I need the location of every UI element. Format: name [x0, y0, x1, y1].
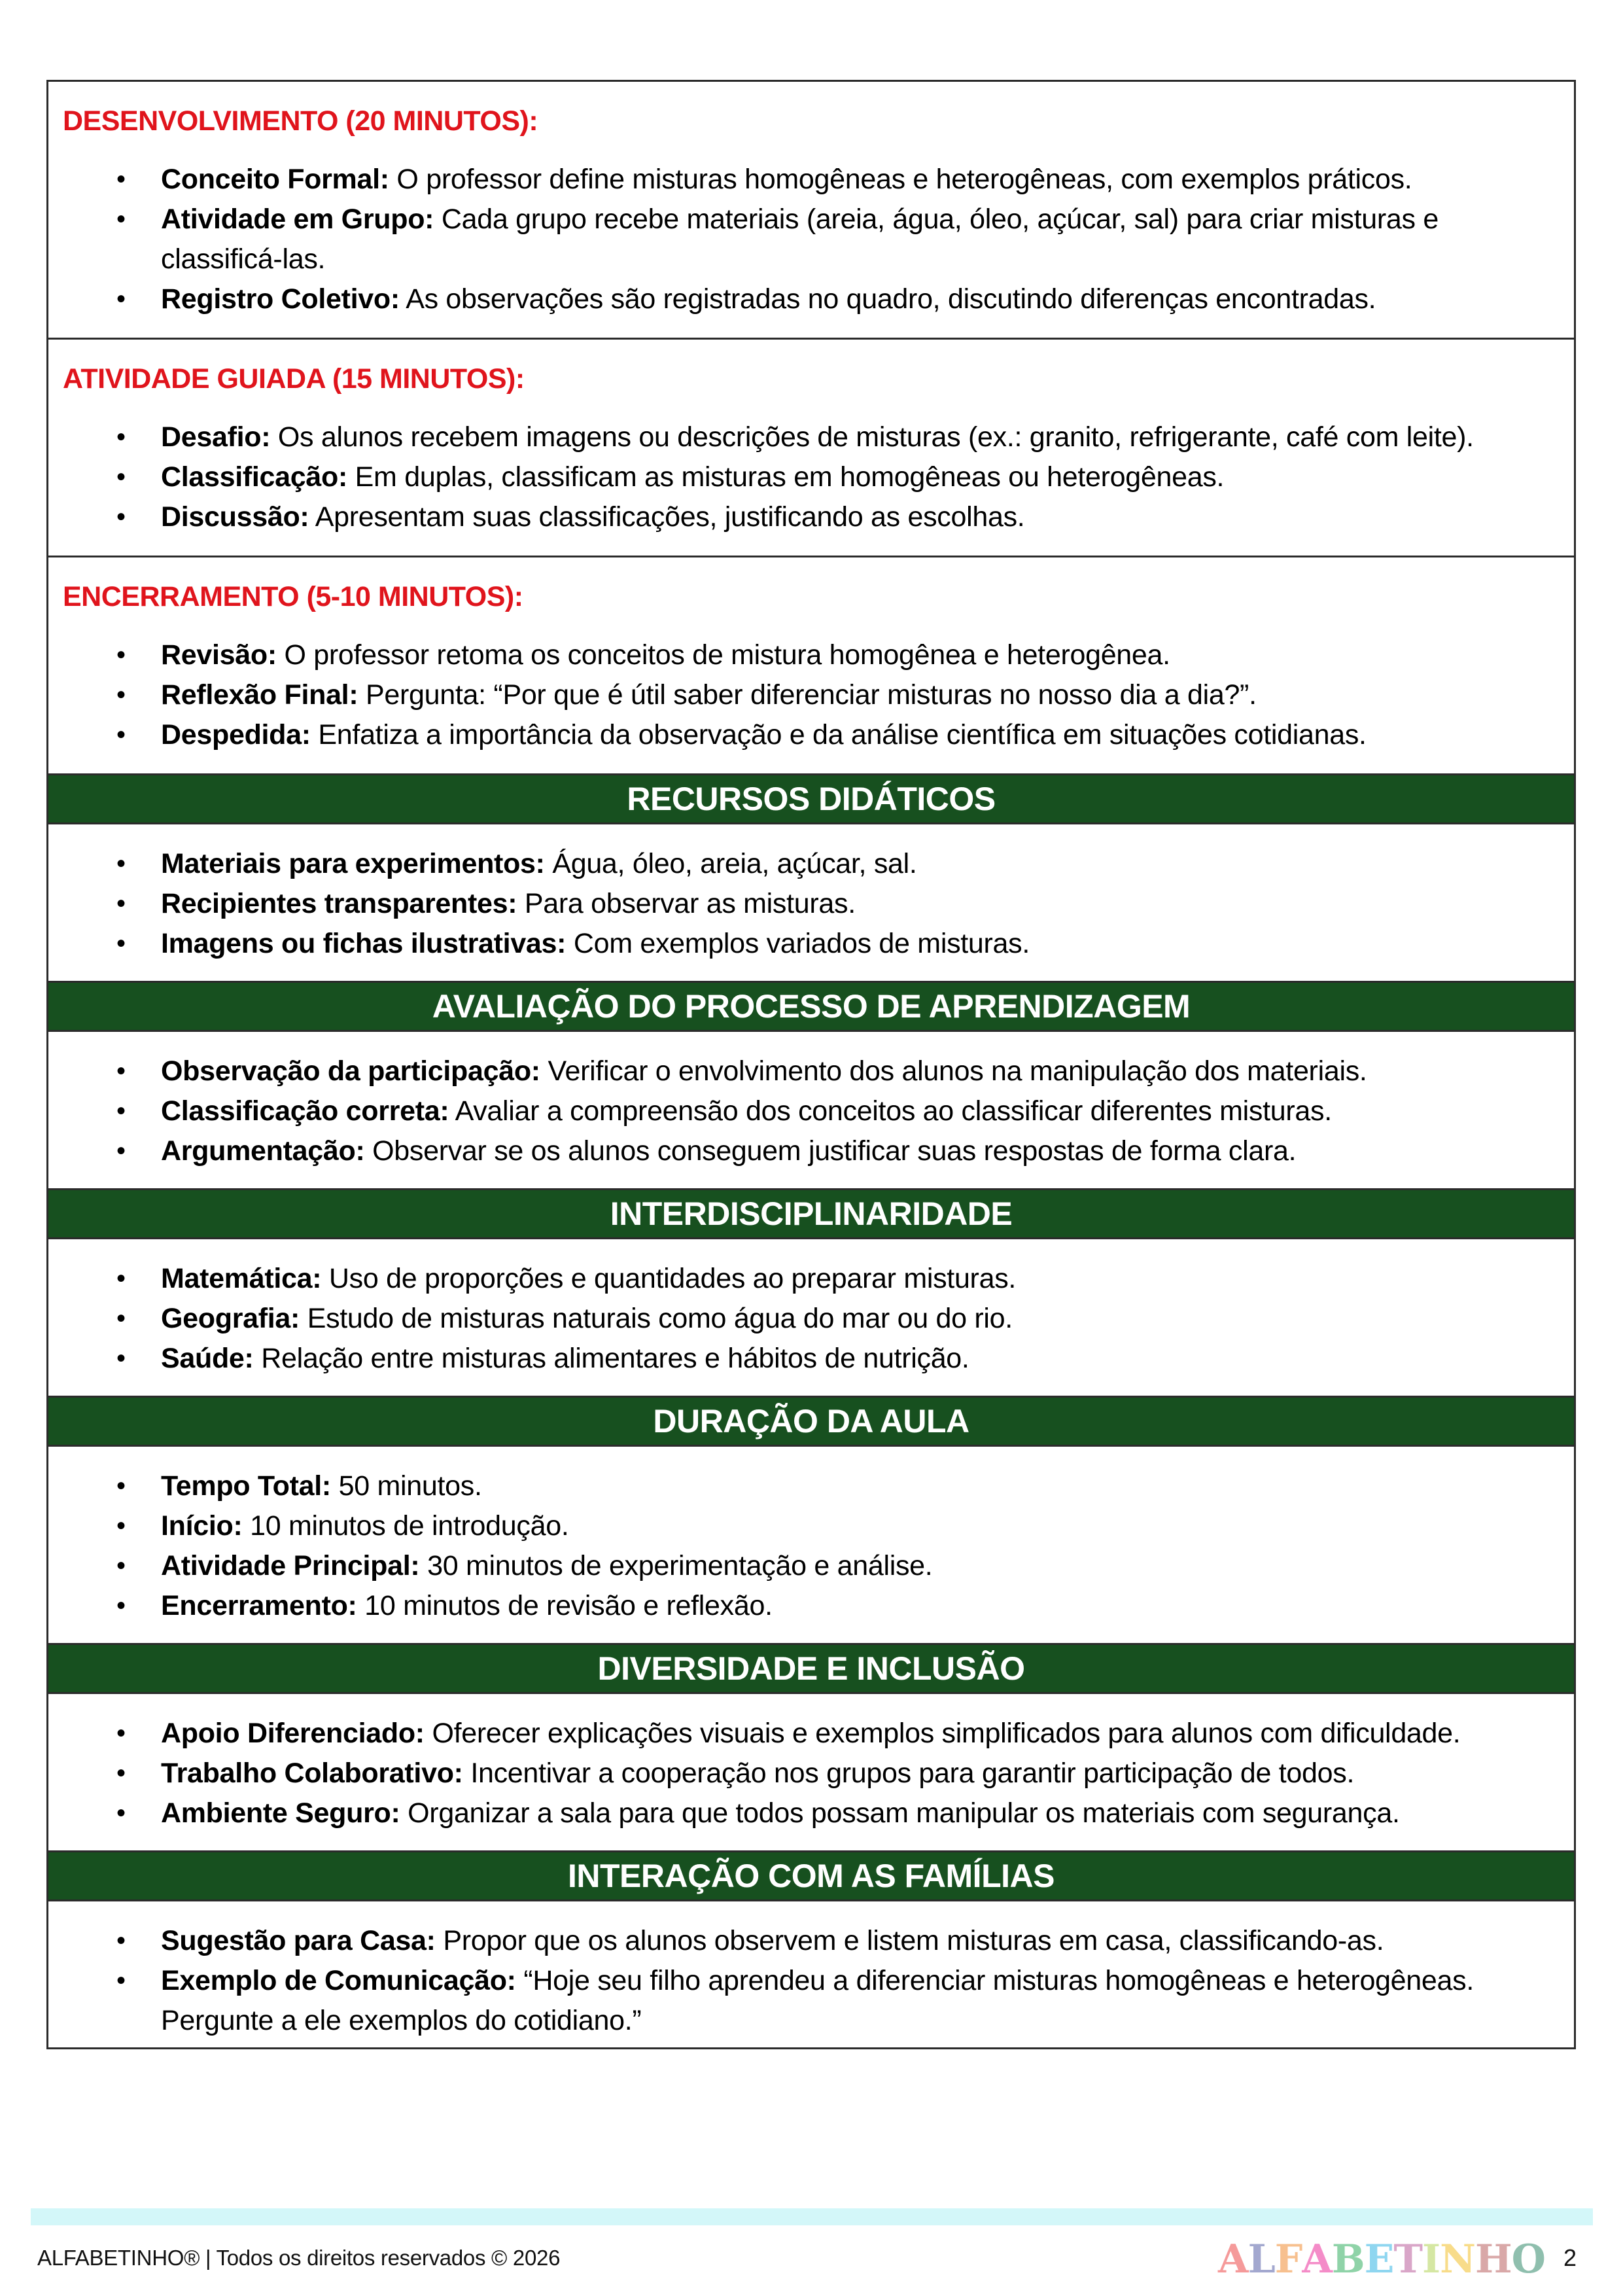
bullet-list — [63, 160, 1560, 319]
logo-letter: B — [1331, 2236, 1365, 2282]
list-item — [63, 417, 1560, 457]
item-label: Encerramento: — [161, 1590, 357, 1621]
bullet-list — [63, 1466, 1560, 1626]
bullet-icon: • — [116, 503, 126, 531]
bullet-icon: • — [116, 849, 126, 878]
bullet-icon: • — [116, 1966, 126, 1995]
item-label: Despedida: — [161, 719, 311, 751]
phase-title: DESENVOLVIMENTO (20 MINUTOS): — [63, 105, 538, 137]
bullet-icon: • — [116, 1137, 126, 1165]
list-item — [63, 1259, 1560, 1299]
item-label: Discussão: — [161, 501, 309, 533]
bullet-icon: • — [116, 205, 126, 234]
item-label: Recipientes transparentes: — [161, 888, 517, 919]
bullet-icon: • — [116, 1264, 126, 1293]
item-text: Estudo de misturas naturais como água do mar ou do rio. — [300, 1303, 1013, 1334]
bullet-list — [63, 635, 1560, 755]
list-item — [63, 844, 1560, 884]
item-text: Enfatiza a importância da observação e da análise científica em situações cotidianas. — [310, 719, 1367, 751]
item-text: 10 minutos de introdução. — [242, 1510, 569, 1542]
item-text: 50 minutos. — [330, 1470, 482, 1502]
item-label: Início: — [161, 1510, 243, 1542]
item-text: Apresentam suas classificações, justificando as escolhas. — [309, 501, 1025, 533]
section-body — [48, 1447, 1574, 1645]
logo-letter: A — [1302, 2236, 1332, 2282]
item-text: Com exemplos variados de misturas. — [566, 928, 1030, 959]
item-text: Incentivar a cooperação nos grupos para garantir participação de todos. — [462, 1757, 1355, 1789]
list-item — [63, 1546, 1560, 1586]
section-header: RECURSOS DIDÁTICOS — [48, 775, 1574, 824]
item-label: Geografia: — [161, 1303, 300, 1334]
item-text: Observar se os alunos conseguem justificar suas respostas de forma clara. — [364, 1135, 1297, 1167]
section-body — [48, 1239, 1574, 1398]
phase-block — [48, 82, 1574, 340]
footer-copyright: ALFABETINHO® | Todos os direitos reservados © 2026 — [37, 2246, 561, 2270]
section-body — [48, 1694, 1574, 1852]
item-label: Imagens ou fichas ilustrativas: — [161, 928, 567, 959]
item-label: Matemática: — [161, 1263, 322, 1294]
item-label: Classificação: — [161, 461, 348, 493]
item-label: Atividade em Grupo: — [161, 203, 434, 235]
item-text: O professor retoma os conceitos de mistura homogênea e heterogênea. — [276, 639, 1170, 671]
phase-title: ATIVIDADE GUIADA (15 MINUTOS): — [63, 363, 525, 395]
bullet-icon: • — [116, 1057, 126, 1086]
logo-letter: T — [1393, 2236, 1423, 2282]
bullet-list — [63, 1714, 1560, 1833]
item-text: Organizar a sala para que todos possam manipular os materiais com segurança. — [400, 1797, 1400, 1829]
item-label: Registro Coletivo: — [161, 283, 400, 315]
page-number: 2 — [1563, 2244, 1577, 2271]
list-item — [63, 279, 1560, 319]
section-header: DURAÇÃO DA AULA — [48, 1398, 1574, 1447]
bullet-icon: • — [116, 463, 126, 491]
section-body — [48, 1901, 1574, 2047]
item-text: As observações são registradas no quadro, discutindo diferenças encontradas. — [399, 283, 1376, 315]
list-item — [63, 200, 1560, 279]
item-text: “Hoje seu filho aprendeu a diferenciar misturas homogêneas e heterogêneas. Pergunte a ele exemplos do cotidiano.” — [161, 1965, 1474, 2036]
item-label: Exemplo de Comunicação: — [161, 1965, 516, 1996]
list-item — [63, 1754, 1560, 1793]
list-item — [63, 1961, 1560, 2041]
phase-title: ENCERRAMENTO (5-10 MINUTOS): — [63, 581, 523, 612]
sections-container — [48, 775, 1574, 2047]
list-item — [63, 1586, 1560, 1626]
logo-letter: N — [1440, 2236, 1475, 2282]
item-text: Os alunos recebem imagens ou descrições de misturas (ex.: granito, refrigerante, café com leite). — [270, 421, 1474, 453]
list-item — [63, 497, 1560, 537]
list-item — [63, 457, 1560, 497]
item-label: Classificação correta: — [161, 1095, 449, 1127]
bullet-list — [63, 417, 1560, 537]
list-item — [63, 1714, 1560, 1754]
item-text: Para observar as misturas. — [517, 888, 856, 919]
item-text: Pergunta: “Por que é útil saber diferenciar misturas no nosso dia a dia?”. — [358, 679, 1257, 711]
logo-letter: F — [1274, 2236, 1302, 2282]
phases-container — [48, 82, 1574, 775]
item-label: Conceito Formal: — [161, 164, 389, 195]
bullet-icon: • — [116, 165, 126, 194]
item-text: Avaliar a compreensão dos conceitos ao classificar diferentes misturas. — [449, 1095, 1332, 1127]
bullet-icon: • — [116, 641, 126, 669]
list-item — [63, 1091, 1560, 1131]
bullet-icon: • — [116, 889, 126, 918]
logo-letter: A — [1218, 2236, 1248, 2282]
list-item — [63, 1793, 1560, 1833]
item-text: O professor define misturas homogêneas e heterogêneas, com exemplos práticos. — [389, 164, 1412, 195]
item-label: Sugestão para Casa: — [161, 1925, 436, 1956]
section-body — [48, 824, 1574, 983]
list-item — [63, 1466, 1560, 1506]
item-text: Em duplas, classificam as misturas em homogêneas ou heterogêneas. — [347, 461, 1225, 493]
section-header: DIVERSIDADE E INCLUSÃO — [48, 1645, 1574, 1694]
bullet-icon: • — [116, 1344, 126, 1373]
section-header: AVALIAÇÃO DO PROCESSO DE APRENDIZAGEM — [48, 983, 1574, 1032]
list-item — [63, 715, 1560, 755]
bullet-list — [63, 1921, 1560, 2041]
item-label: Desafio: — [161, 421, 271, 453]
item-text: 30 minutos de experimentação e análise. — [419, 1550, 933, 1581]
item-text: Cada grupo recebe materiais (areia, água, óleo, açúcar, sal) para criar misturas e classificá-las. — [161, 203, 1439, 275]
item-label: Materiais para experimentos: — [161, 848, 545, 879]
item-text: Água, óleo, areia, açúcar, sal. — [544, 848, 917, 879]
item-text: Verificar o envolvimento dos alunos na manipulação dos materiais. — [540, 1055, 1367, 1087]
item-text: Oferecer explicações visuais e exemplos simplificados para alunos com dificuldade. — [424, 1718, 1461, 1749]
list-item — [63, 160, 1560, 200]
section-header: INTERAÇÃO COM AS FAMÍLIAS — [48, 1852, 1574, 1901]
bullet-icon: • — [116, 1759, 126, 1788]
footer-divider-bar — [31, 2208, 1593, 2225]
item-label: Revisão: — [161, 639, 277, 671]
section-header: INTERDISCIPLINARIDADE — [48, 1190, 1574, 1239]
phase-block — [48, 340, 1574, 557]
logo-letter: L — [1248, 2236, 1275, 2282]
bullet-list — [63, 1051, 1560, 1171]
bullet-icon: • — [116, 423, 126, 451]
list-item — [63, 1131, 1560, 1171]
list-item — [63, 635, 1560, 675]
item-label: Trabalho Colaborativo: — [161, 1757, 463, 1789]
bullet-icon: • — [116, 1926, 126, 1955]
bullet-icon: • — [116, 929, 126, 958]
alfabetinho-logo — [1218, 2236, 1545, 2282]
item-text: 10 minutos de revisão e reflexão. — [357, 1590, 773, 1621]
logo-letter: O — [1511, 2236, 1545, 2282]
item-text: Uso de proporções e quantidades ao preparar misturas. — [321, 1263, 1017, 1294]
bullet-icon: • — [116, 720, 126, 749]
bullet-icon: • — [116, 1719, 126, 1748]
bullet-icon: • — [116, 1591, 126, 1620]
logo-letter: E — [1364, 2236, 1394, 2282]
logo-letter: I — [1422, 2236, 1440, 2282]
bullet-icon: • — [116, 680, 126, 709]
list-item — [63, 1051, 1560, 1091]
bullet-icon: • — [116, 1799, 126, 1828]
item-label: Argumentação: — [161, 1135, 365, 1167]
lesson-plan-table — [46, 80, 1576, 2049]
list-item — [63, 1506, 1560, 1546]
list-item — [63, 1921, 1560, 1961]
item-label: Apoio Diferenciado: — [161, 1718, 425, 1749]
item-label: Atividade Principal: — [161, 1550, 420, 1581]
item-label: Observação da participação: — [161, 1055, 540, 1087]
item-label: Reflexão Final: — [161, 679, 358, 711]
list-item — [63, 1339, 1560, 1379]
list-item — [63, 924, 1560, 964]
bullet-icon: • — [116, 1097, 126, 1125]
list-item — [63, 1299, 1560, 1339]
phase-block — [48, 557, 1574, 775]
list-item — [63, 884, 1560, 924]
bullet-icon: • — [116, 1472, 126, 1500]
item-label: Saúde: — [161, 1343, 254, 1374]
bullet-list — [63, 844, 1560, 964]
logo-letter: H — [1475, 2236, 1512, 2282]
section-body — [48, 1032, 1574, 1190]
item-text: Relação entre misturas alimentares e hábitos de nutrição. — [253, 1343, 969, 1374]
bullet-icon: • — [116, 285, 126, 313]
item-text: Propor que os alunos observem e listem misturas em casa, classificando-as. — [435, 1925, 1384, 1956]
bullet-icon: • — [116, 1551, 126, 1580]
bullet-icon: • — [116, 1511, 126, 1540]
bullet-icon: • — [116, 1304, 126, 1333]
item-label: Tempo Total: — [161, 1470, 331, 1502]
bullet-list — [63, 1259, 1560, 1379]
item-label: Ambiente Seguro: — [161, 1797, 400, 1829]
list-item — [63, 675, 1560, 715]
